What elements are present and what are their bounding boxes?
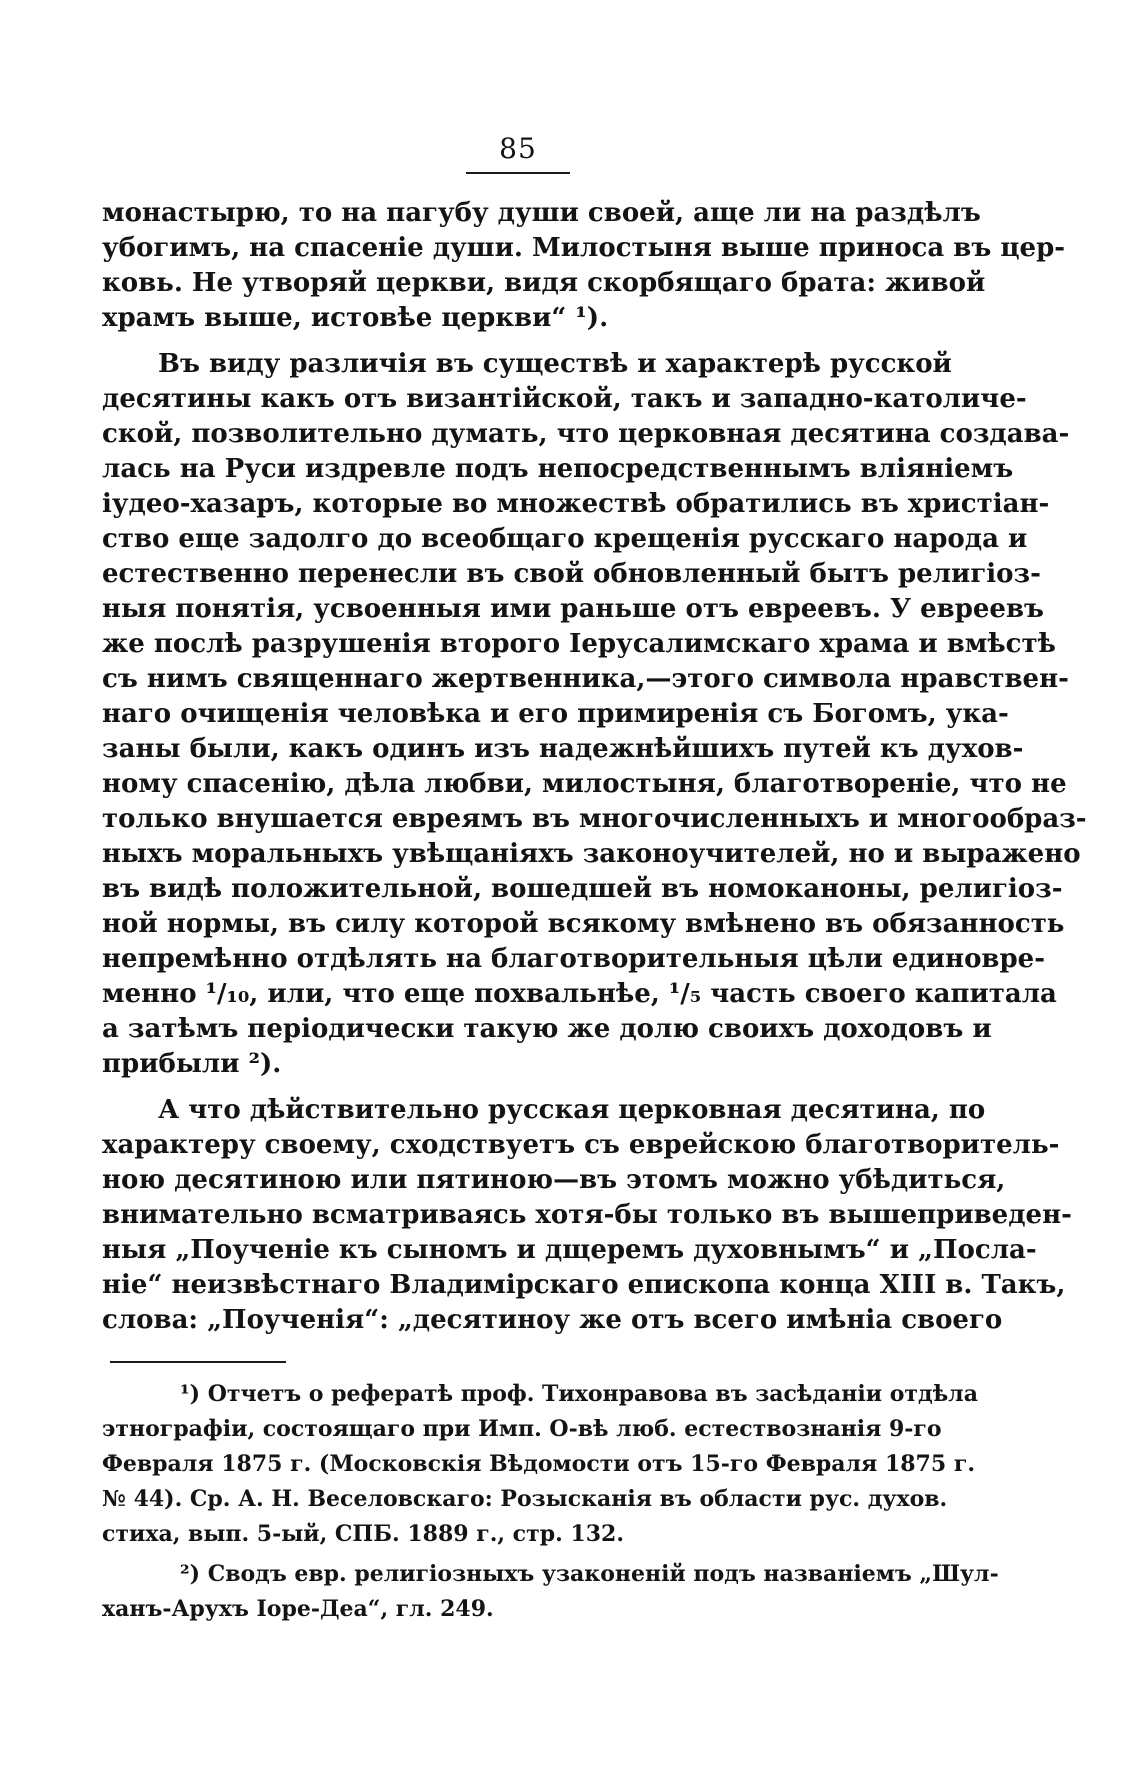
text-line: слова: „Поученія“: „десятиноу же отъ всего имѣніа своего bbox=[102, 1305, 1003, 1335]
text-line: непремѣнно отдѣлять на благотворительныя цѣли единовре- bbox=[102, 944, 1046, 974]
paragraph bbox=[102, 196, 1066, 336]
text-line: же послѣ разрушенія второго Іерусалимскаго храма и вмѣстѣ bbox=[102, 629, 1056, 659]
text-line: убогимъ, на спасеніе души. Милостыня выше приноса въ цер- bbox=[102, 233, 1066, 263]
text-line: характеру своему, сходствуетъ съ еврейскою благотворитель- bbox=[102, 1130, 1060, 1160]
footnote-line: № 44). Ср. А. Н. Веселовскаго: Розысканія въ области рус. духов. bbox=[102, 1486, 948, 1512]
text-line: ной нормы, въ силу которой всякому вмѣнено въ обязанность bbox=[102, 909, 1065, 939]
text-line: лась на Руси издревле подъ непосредственнымъ вліяніемъ bbox=[102, 454, 1014, 484]
footnote-line: ²) Сводъ евр. религіозныхъ узаконеній подъ названіемъ „Шул- bbox=[180, 1561, 999, 1587]
page-number: 85 bbox=[499, 132, 537, 165]
text-line: съ нимъ священнаго жертвенника,—этого символа нравствен- bbox=[102, 664, 1069, 694]
text-line: внимательно всматриваясь хотя-бы только въ вышеприведен- bbox=[102, 1200, 1072, 1230]
text-line: ніе“ неизвѣстнаго Владимірскаго епископа конца XIII в. Такъ, bbox=[102, 1270, 1066, 1300]
footnote-rule bbox=[110, 1361, 286, 1363]
text-line: А что дѣйствительно русская церковная десятина, по bbox=[158, 1095, 986, 1125]
text-line: ковь. Не утворяй церкви, видя скорбящаго брата: живой bbox=[102, 268, 986, 298]
text-line: ство еще задолго до всеобщаго крещенія русскаго народа и bbox=[102, 524, 1028, 554]
text-line: менно ¹/₁₀, или, что еще похвальнѣе, ¹/₅ часть своего капитала bbox=[102, 979, 1057, 1009]
text-line: ныя понятія, усвоенныя ими раньше отъ евреевъ. У евреевъ bbox=[102, 594, 1044, 624]
footnote-line: Февраля 1875 г. (Московскія Вѣдомости отъ 15-го Февраля 1875 г. bbox=[102, 1451, 975, 1477]
text-line: въ видѣ положительной, вошедшей въ номоканоны, религіоз- bbox=[102, 874, 1063, 904]
footnotes bbox=[102, 1378, 999, 1628]
text-line: заны были, какъ одинъ изъ надежнѣйшихъ путей къ духов- bbox=[102, 734, 1024, 764]
text-line: только внушается евреямъ въ многочисленныхъ и многообраз- bbox=[102, 804, 1087, 834]
text-line: наго очищенія человѣка и его примиренія съ Богомъ, ука- bbox=[102, 699, 1009, 729]
text-line: ской, позволительно думать, что церковная десятина создава- bbox=[102, 419, 1070, 449]
text-line: Въ виду различія въ существѣ и характерѣ русской bbox=[158, 349, 952, 379]
text-line: іудео-хазаръ, которые во множествѣ обратились въ христіан- bbox=[102, 489, 1050, 519]
footnote bbox=[102, 1378, 978, 1553]
paragraph-gap bbox=[102, 336, 936, 347]
text-line: монастырю, то на пагубу души своей, аще ли на раздѣлъ bbox=[102, 198, 981, 228]
text-line: ныя „Поученіе къ сыномъ и дщеремъ духовнымъ“ и „Посла- bbox=[102, 1235, 1037, 1265]
footnote-line: ¹) Отчетъ о рефератѣ проф. Тихонравова въ засѣданіи отдѣла bbox=[180, 1381, 978, 1407]
text-line: ныхъ моральныхъ увѣщаніяхъ законоучителей, но и выражено bbox=[102, 839, 1081, 869]
text-line: прибыли ²). bbox=[102, 1049, 282, 1079]
text-line: а затѣмъ періодически такую же долю своихъ доходовъ и bbox=[102, 1014, 992, 1044]
text-line: ному спасенію, дѣла любви, милостыня, благотвореніе, что не bbox=[102, 769, 1067, 799]
page-number-rule bbox=[466, 172, 570, 174]
text-line: естественно перенесли въ свой обновленный бытъ религіоз- bbox=[102, 559, 1041, 589]
footnote-line: ханъ-Арухъ Іоре-Деа“, гл. 249. bbox=[102, 1596, 494, 1622]
body-text bbox=[102, 196, 1087, 1338]
paragraph-gap bbox=[102, 1082, 936, 1093]
paragraph bbox=[102, 347, 1087, 1082]
text-line: храмъ выше, истовѣе церкви“ ¹). bbox=[102, 303, 609, 333]
footnote-line: стиха, вып. 5-ый, СПБ. 1889 г., стр. 132. bbox=[102, 1521, 624, 1547]
text-line: десятины какъ отъ византійской, такъ и западно-католиче- bbox=[102, 384, 1027, 414]
paragraph bbox=[102, 1093, 1072, 1338]
footnote bbox=[102, 1558, 999, 1628]
footnote-line: этнографіи, состоящаго при Имп. О-вѣ люб. естествознанія 9-го bbox=[102, 1416, 942, 1442]
text-line: ною десятиною или пятиною—въ этомъ можно убѣдиться, bbox=[102, 1165, 1006, 1195]
